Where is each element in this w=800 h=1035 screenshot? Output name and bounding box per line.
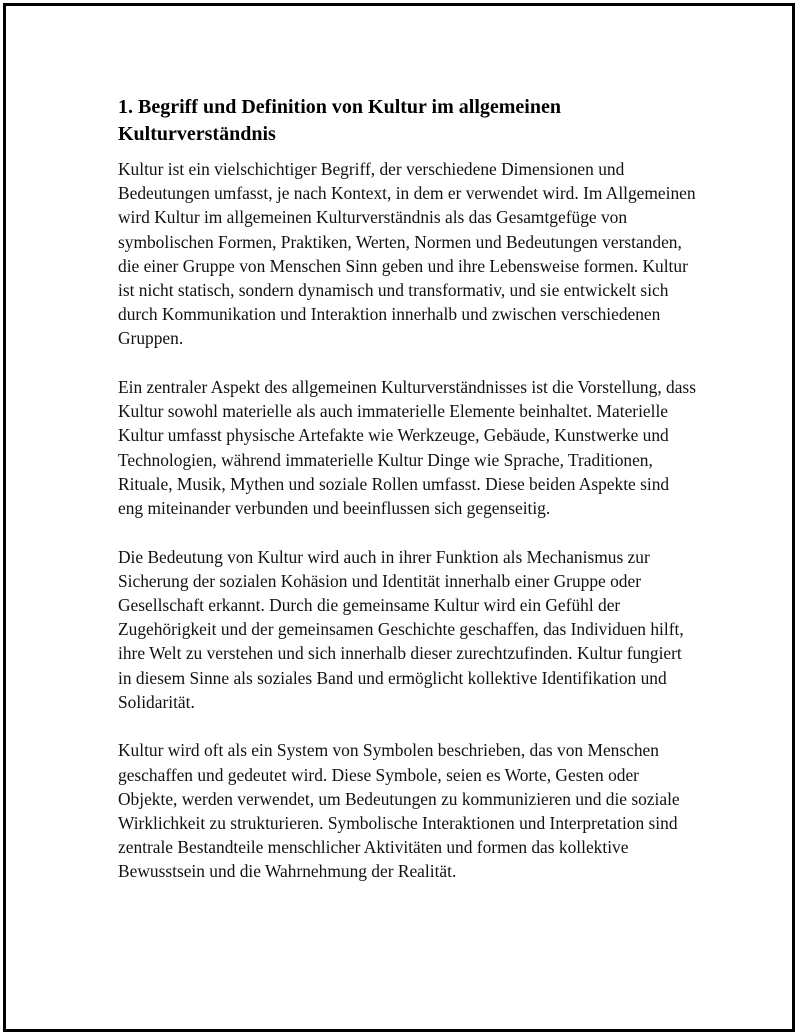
section-heading: 1. Begriff und Definition von Kultur im allgemeinen Kulturverständnis: [118, 96, 561, 145]
document-body: [118, 94, 698, 908]
paragraph-3: Die Bedeutung von Kultur wird auch in ihrer Funktion als Mechanismus zur Sicherung der sozialen Kohäsion und Identität innerhalb einer Gruppe oder Gesellschaft erkannt. Durch die gemeinsame Kultur wird ein Gefühl der Zugehörigkeit und der gemeinsamen Geschichte geschaffen, das Individuen hilft, ihre Welt zu verstehen und sich innerhalb dieser zurechtzufinden. Kultur fungiert in diesem Sinne als soziales Band und ermöglicht kollektive Identifikation und Solidarität.: [118, 546, 684, 712]
paragraph-4: Kultur wird oft als ein System von Symbolen beschrieben, das von Menschen geschaffen und gedeutet wird. Diese Symbole, seien es Worte, Gesten oder Objekte, werden verwendet, um Bedeutungen zu kommunizieren und die soziale Wirklichkeit zu strukturieren. Symbolische Interaktionen und Interpretation sind zentrale Bestandteile menschlicher Aktivitäten und formen das kollektive Bewusstsein und die Wahrnehmung der Realität.: [118, 740, 680, 882]
paragraph-2: Ein zentraler Aspekt des allgemeinen Kulturverständnisses ist die Vorstellung, dass Kultur sowohl materielle als auch immaterielle Elemente beinhaltet. Materielle Kultur umfasst physische Artefakte wie Werkzeuge, Gebäude, Kunstwerke und Technologien, während immaterielle Kultur Dinge wie Sprache, Traditionen, Rituale, Musik, Mythen und soziale Rollen umfasst. Diese beiden Aspekte sind eng miteinander verbunden und beeinflussen sich gegenseitig.: [118, 377, 696, 519]
paragraph-1: Kultur ist ein vielschichtiger Begriff, der verschiedene Dimensionen und Bedeutungen umfasst, je nach Kontext, in dem er verwendet wird. Im Allgemeinen wird Kultur im allgemeinen Kulturverständnis als das Gesamtgefüge von symbolischen Formen, Praktiken, Werten, Normen und Bedeutungen verstanden, die einer Gruppe von Menschen Sinn geben und ihre Lebensweise formen. Kultur ist nicht statisch, sondern dynamisch und transformativ, und sie entwickelt sich durch Kommunikation und Interaktion innerhalb und zwischen verschiedenen Gruppen.: [118, 159, 696, 349]
